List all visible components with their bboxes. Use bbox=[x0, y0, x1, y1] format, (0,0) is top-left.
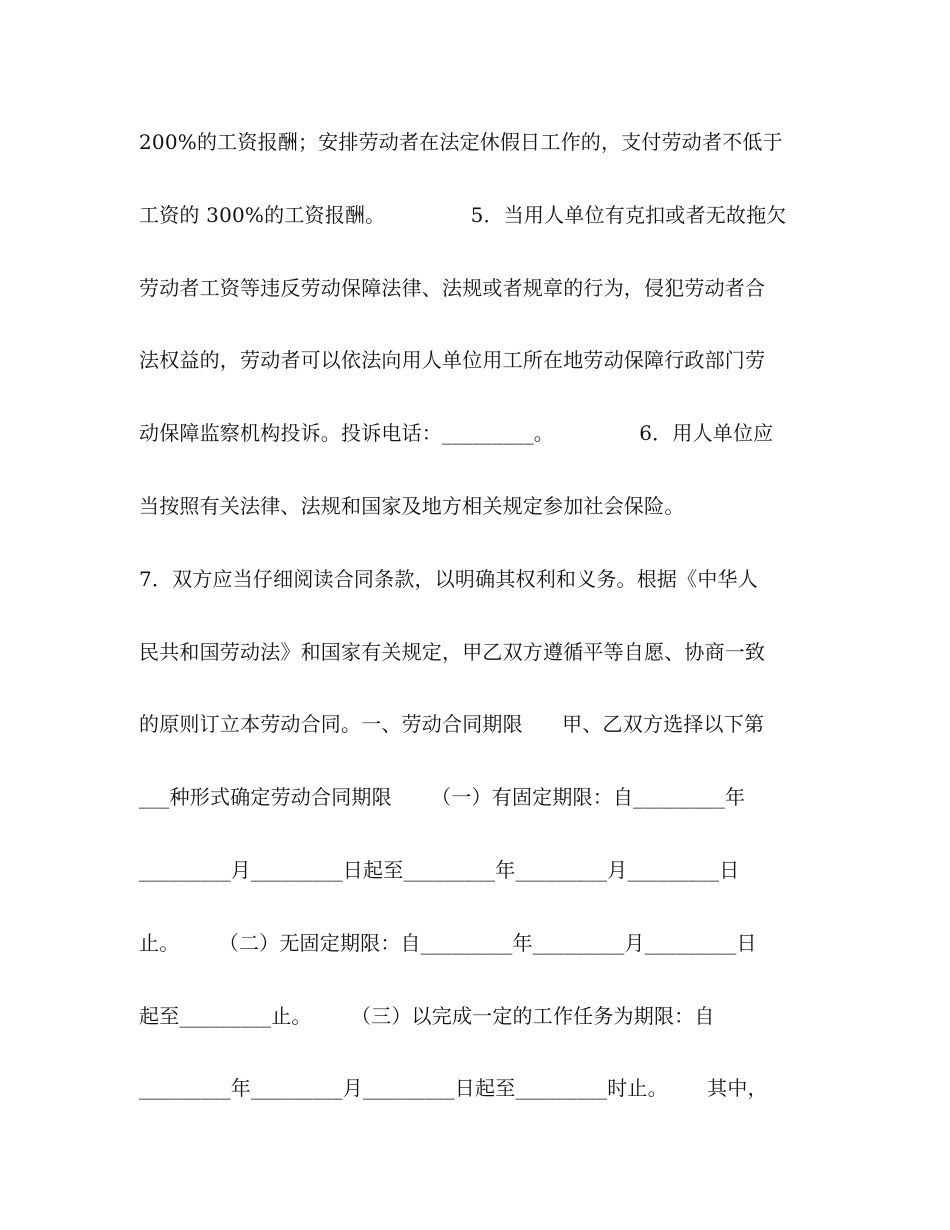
text-line: 法权益的，劳动者可以依法向用人单位用工所在地劳动保障行政部门劳 bbox=[139, 348, 766, 373]
contract-body-text bbox=[139, 118, 819, 1137]
text-line: 动保障监察机构投诉。投诉电话：_________。 6．用人单位应 bbox=[139, 421, 774, 446]
text-line: ___种形式确定劳动合同期限 （一）有固定期限：自_________年 bbox=[139, 785, 746, 810]
text-line: 7．双方应当仔细阅读合同条款，以明确其权利和义务。根据《中华人 bbox=[139, 566, 758, 591]
text-line: 民共和国劳动法》和国家有关规定，甲乙双方遵循平等自愿、协商一致 bbox=[139, 639, 766, 664]
text-line: 起至_________止。 （三）以完成一定的工作任务为期限：自 bbox=[139, 1003, 715, 1028]
text-line: 劳动者工资等违反劳动保障法律、法规或者规章的行为，侵犯劳动者合 bbox=[139, 275, 766, 300]
text-line: 200%的工资报酬；安排劳动者在法定休假日工作的，支付劳动者不低于 bbox=[139, 130, 783, 154]
text-line: 工资的 300%的工资报酬。 5．当用人单位有克扣或者无故拖欠 bbox=[139, 202, 787, 227]
text-line: 当按照有关法律、法规和国家及地方相关规定参加社会保险。 bbox=[139, 493, 685, 518]
text-line: _________月_________日起至_________年_________月_________日 bbox=[139, 857, 740, 882]
text-line: 的原则订立本劳动合同。一、劳动合同期限 甲、乙双方选择以下第 bbox=[139, 712, 765, 737]
text-line: 止。 （二）无固定期限：自_________年_________月_________日 bbox=[139, 930, 757, 955]
text-line: _________年_________月_________日起至_________时止。 其中， bbox=[139, 1076, 768, 1101]
